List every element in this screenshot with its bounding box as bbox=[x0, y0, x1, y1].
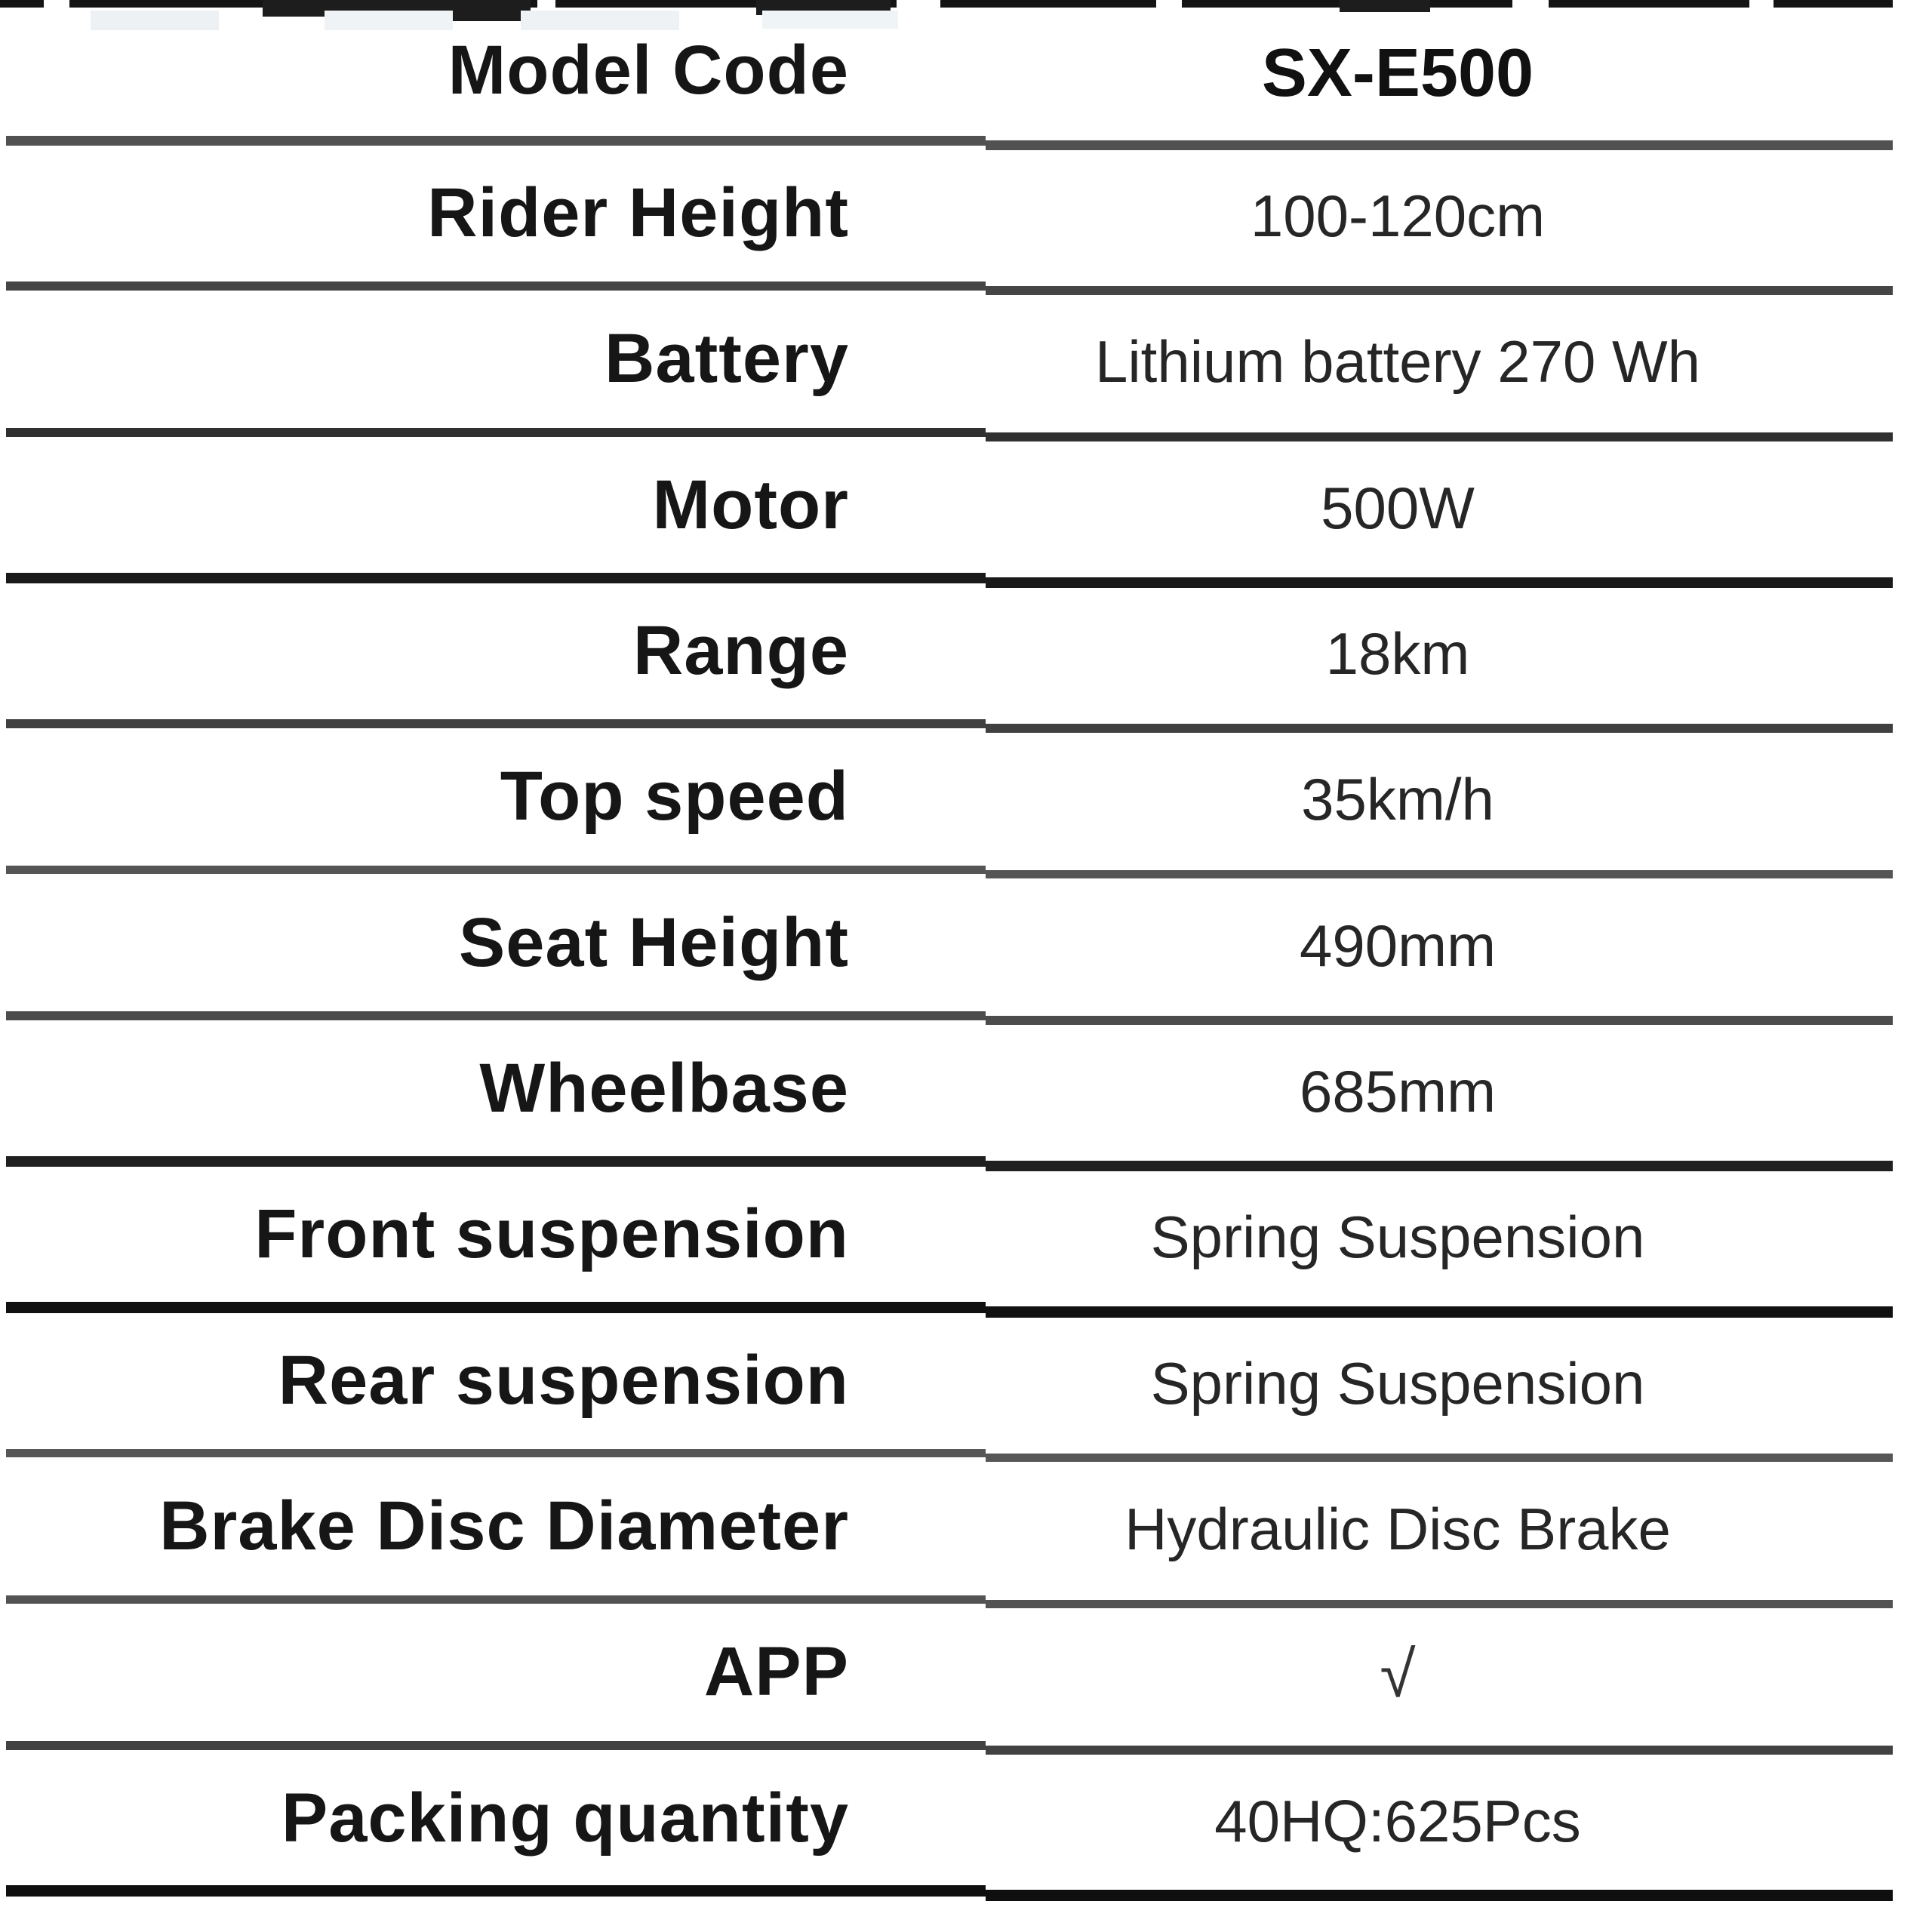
spec-label: Motor bbox=[652, 466, 849, 543]
spec-label: Rider Height bbox=[427, 174, 849, 252]
spec-value: 18km bbox=[1325, 620, 1470, 688]
table-row bbox=[0, 1308, 1932, 1454]
table-row bbox=[0, 1016, 1932, 1161]
spec-label: Range bbox=[632, 612, 849, 690]
spec-value: SX-E500 bbox=[1261, 35, 1534, 111]
table-row bbox=[0, 1454, 1932, 1599]
table-row bbox=[0, 140, 1932, 286]
table-row bbox=[0, 578, 1932, 724]
spec-label: Seat Height bbox=[458, 903, 849, 981]
table-row bbox=[0, 286, 1932, 432]
spec-value: Lithium battery 270 Wh bbox=[1094, 328, 1701, 395]
table-row bbox=[0, 0, 1932, 140]
spec-label: Brake Disc Diameter bbox=[159, 1487, 849, 1565]
spec-value: 500W bbox=[1321, 474, 1475, 541]
spec-label: Rear suspension bbox=[278, 1341, 849, 1419]
spec-label: Battery bbox=[604, 320, 849, 398]
spec-value: 685mm bbox=[1299, 1058, 1497, 1125]
row-divider-right-segment bbox=[986, 1890, 1893, 1901]
row-divider-left-segment bbox=[6, 1885, 986, 1897]
spec-label: Front suspension bbox=[254, 1195, 849, 1273]
table-row bbox=[0, 1746, 1932, 1891]
spec-label: Top speed bbox=[500, 758, 849, 835]
spec-label: APP bbox=[703, 1633, 849, 1711]
spec-value: 40HQ:625Pcs bbox=[1214, 1787, 1581, 1854]
spec-value: Spring Suspension bbox=[1150, 1204, 1645, 1271]
spec-label: Wheelbase bbox=[479, 1050, 849, 1128]
table-row bbox=[0, 1161, 1932, 1307]
spec-value: 490mm bbox=[1299, 912, 1497, 979]
spec-value: √ bbox=[1380, 1638, 1416, 1712]
spec-value: 35km/h bbox=[1301, 766, 1494, 833]
table-row bbox=[0, 724, 1932, 869]
table-row bbox=[0, 1599, 1932, 1745]
spec-value: 100-120cm bbox=[1250, 183, 1546, 250]
table-row bbox=[0, 870, 1932, 1016]
spec-label: Packing quantity bbox=[281, 1779, 849, 1857]
spec-value: Hydraulic Disc Brake bbox=[1124, 1496, 1671, 1563]
spec-label: Model Code bbox=[448, 31, 849, 109]
spec-value: Spring Suspension bbox=[1150, 1349, 1645, 1417]
table-row bbox=[0, 432, 1932, 578]
